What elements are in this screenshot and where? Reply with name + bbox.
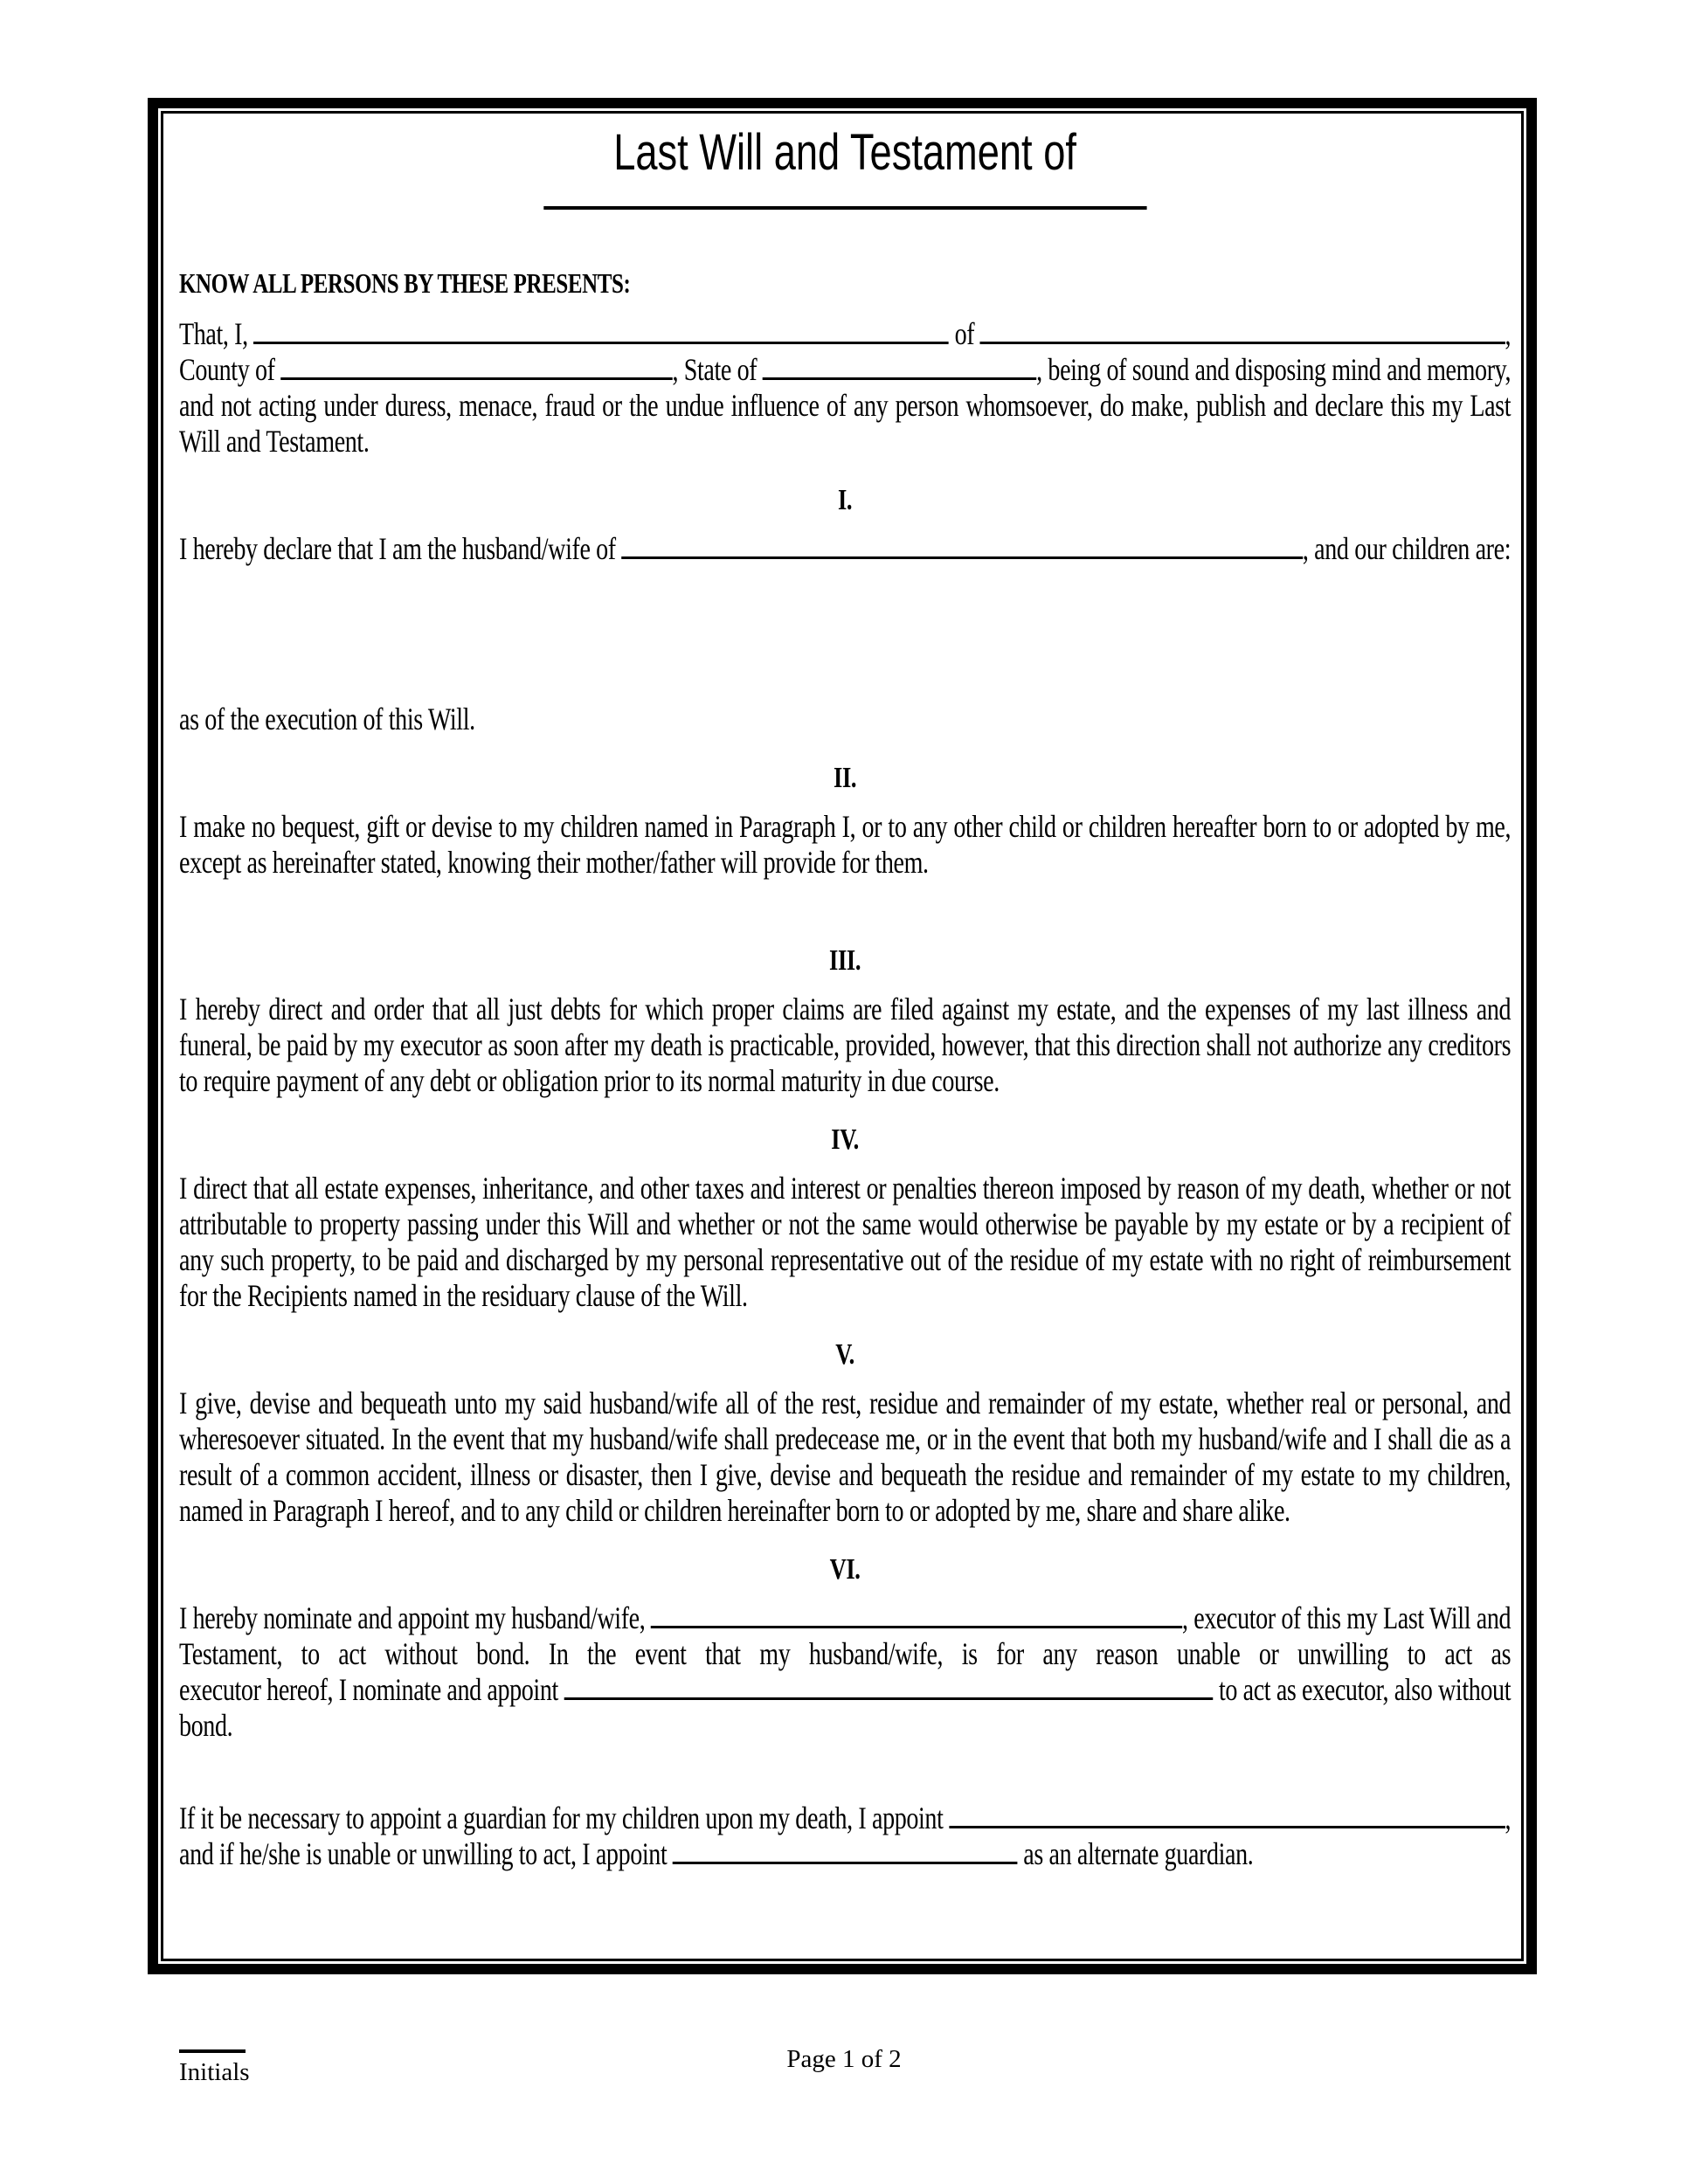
section-heading-6: VI. (829, 1553, 861, 1586)
gap-after-salutation (179, 301, 1511, 316)
section-heading-1: I. (837, 484, 853, 516)
fill-line-text: , (1505, 1800, 1512, 1835)
fill-line-text: I hereby nominate and appoint my husband/wife, (179, 1600, 652, 1635)
salutation: KNOW ALL PERSONS BY THESE PRESENTS: (179, 267, 631, 299)
fill-in-blank (280, 377, 672, 380)
fill-line-text: as an alternate guardian. (1017, 1836, 1254, 1871)
section-heading-2: II. (834, 762, 857, 794)
fill-in-blank (253, 342, 949, 344)
spouse-declaration-line (179, 531, 1511, 567)
fill-line-text: , executor of this my Last Will and (1181, 1600, 1512, 1635)
fill-line-text: , (1505, 316, 1512, 351)
document-content (179, 126, 1511, 1872)
gap-before-section-3 (179, 881, 1511, 920)
document-frame-inner-rule (161, 111, 1524, 1961)
document-title: Last Will and Testament of (613, 124, 1076, 181)
fill-line-text: County of (179, 352, 281, 387)
opening-line-2 (179, 352, 1511, 388)
fill-line-text: to act as executor, also without (1213, 1672, 1512, 1707)
guardian-line-1 (179, 1800, 1511, 1836)
fill-line-text: and if he/she is unable or unwilling to act, I appoint (179, 1836, 673, 1871)
executor-line-2: Testament, to act without bond. In the event that my husband/wife, is for any reason unable or unwilling to act as (179, 1636, 1512, 1671)
document-frame (148, 98, 1537, 1974)
executor-line-3 (179, 1672, 1511, 1708)
gap-before-guardian (179, 1744, 1511, 1800)
fill-line-text: I hereby declare that I am the husband/wife of (179, 531, 622, 566)
execution-note: as of the execution of this Will. (179, 702, 475, 736)
executor-line-4: bond. (179, 1708, 233, 1743)
fill-in-blank (980, 342, 1505, 344)
fill-line-text: That, I, (179, 316, 254, 351)
fill-line-text: , and our children are: (1302, 531, 1512, 566)
fill-in-blank (763, 377, 1036, 380)
fill-in-blank (564, 1697, 1214, 1700)
fill-line-text: executor hereof, I nominate and appoint (179, 1672, 564, 1707)
fill-in-blank (651, 1626, 1182, 1628)
section-4-paragraph: I direct that all estate expenses, inheritance, and other taxes and interest or penalties thereon imposed by reason of my death, whether or not attributable to property passing under this Will and whether or not the same would otherwise be payable by my estate or by a recipient of any such property, to be paid and discharged by my personal representative out of the residue of my estate with no right of reimbursement for the Recipients named in the residuary clause of the Will. (179, 1171, 1512, 1313)
children-list-space (179, 567, 1511, 702)
title-name-blank (543, 206, 1146, 210)
fill-line-text: If it be necessary to appoint a guardian for my children upon my death, I appoint (179, 1800, 950, 1835)
initials-label: Initials (179, 2058, 250, 2086)
section-3-paragraph: I hereby direct and order that all just debts for which proper claims are filed against my estate, and the expenses of my last illness and funeral, be paid by my executor as soon after my death is practicable, provided, however, that this direction shall not authorize any creditors to require payment of any debt or obligation prior to its normal maturity in due course. (179, 992, 1512, 1098)
fill-in-blank (949, 1826, 1505, 1828)
guardian-line-2 (179, 1836, 1511, 1872)
section-heading-5: V. (835, 1338, 854, 1371)
fill-in-blank (673, 1862, 1018, 1864)
executor-line-1 (179, 1600, 1511, 1636)
fill-line-text: , State of (672, 352, 763, 387)
section-2-paragraph: I make no bequest, gift or devise to my children named in Paragraph I, or to any other child or children hereafter born to or adopted by me, except as hereinafter stated, knowing their mother/father will provide for them. (179, 809, 1512, 880)
document-body (179, 316, 1511, 1872)
fill-in-blank (621, 556, 1303, 559)
page-number-label: Page 1 of 2 (786, 2045, 902, 2073)
section-heading-3: III. (829, 944, 861, 977)
fill-line-text: of (948, 316, 980, 351)
section-heading-4: IV. (831, 1123, 859, 1156)
opening-line-1 (179, 316, 1511, 352)
section-5-paragraph: I give, devise and bequeath unto my said husband/wife all of the rest, residue and remainder of my estate, whether real or personal, and wheresoever situated. In the event that my husband/wife shall predecease me, or in the event that both my husband/wife and I shall die as a result of a common accident, illness or disaster, then I give, devise and bequeath the residue and remainder of my estate to my children, named in Paragraph I hereof, and to any child or children hereinafter born to or adopted by me, share and share alike. (179, 1386, 1512, 1528)
opening-continued: and not acting under duress, menace, fraud or the undue influence of any person whomsoever, do make, publish and declare this my Last Will and Testament. (179, 388, 1512, 459)
fill-line-text: , being of sound and disposing mind and memory, (1036, 352, 1512, 387)
